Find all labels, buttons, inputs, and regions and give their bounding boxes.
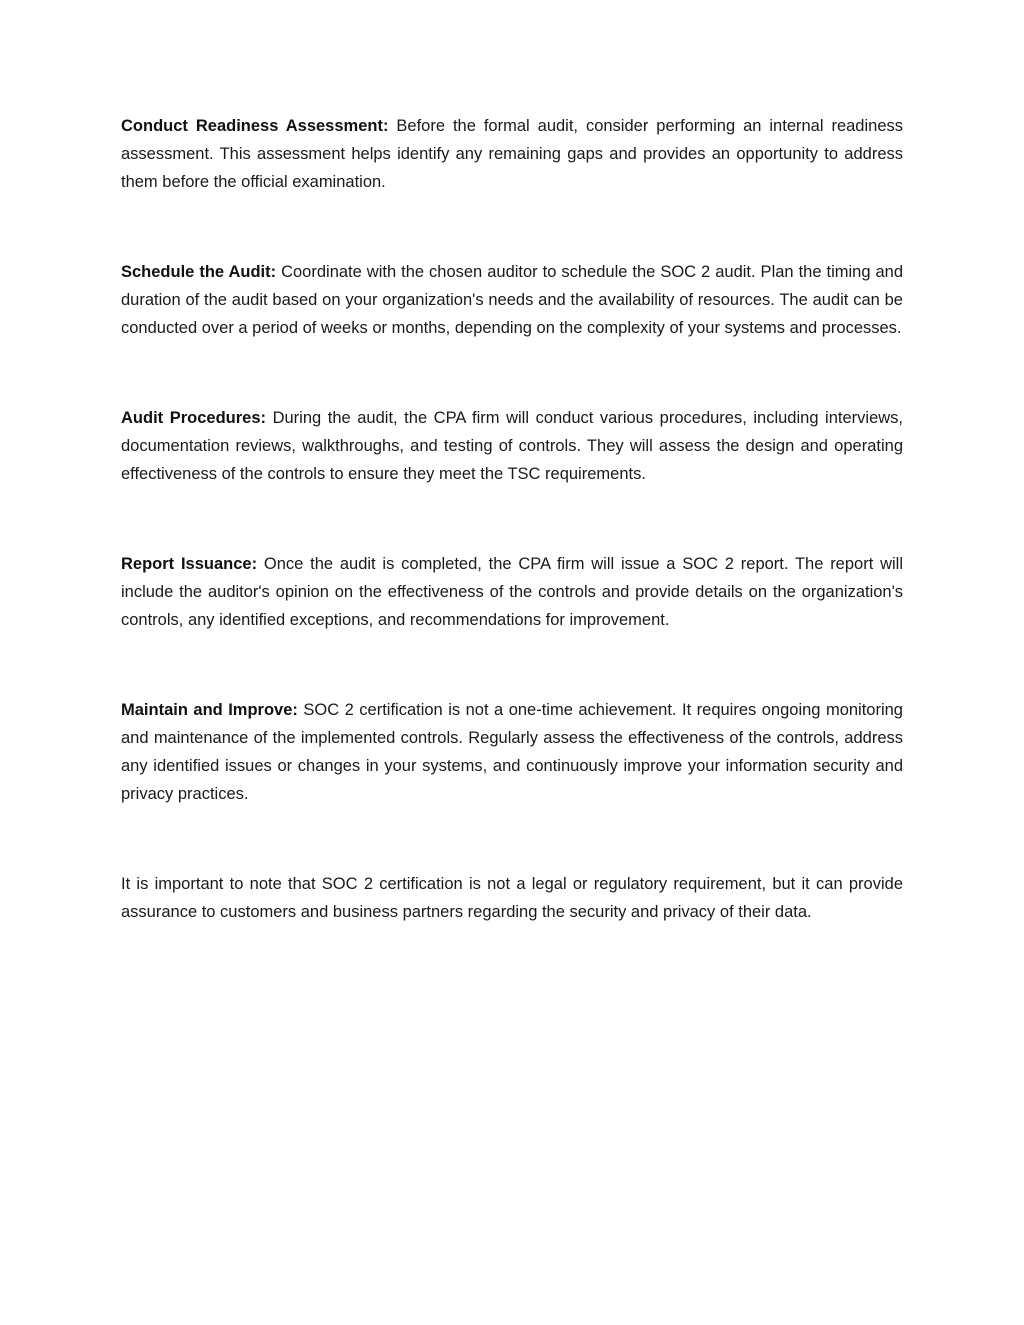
paragraph-body: Before the formal audit, consider performing an internal readiness assessment. This assessment helps identify any remaining gaps and provides an opportunity to address them before the official examination. (121, 117, 903, 191)
paragraph-heading: Schedule the Audit: (121, 263, 277, 281)
paragraph-readiness-assessment (121, 112, 903, 196)
paragraph-heading: Maintain and Improve: (121, 701, 298, 719)
paragraph-body: Once the audit is completed, the CPA firm will issue a SOC 2 report. The report will include the auditor's opinion on the effectiveness of the controls and provide details on the organization's controls, any identified exceptions, and recommendations for improvement. (121, 555, 904, 629)
paragraph-body: Coordinate with the chosen auditor to schedule the SOC 2 audit. Plan the timing and duration of the audit based on your organization's needs and the availability of resources. The audit can be conducted over a period of weeks or months, depending on the complexity of your systems and processes. (121, 263, 904, 337)
paragraph-body: SOC 2 certification is not a one-time achievement. It requires ongoing monitoring and maintenance of the implemented controls. Regularly assess the effectiveness of the controls, address any identified issues or changes in your systems, and continuously improve your information security and privacy practices. (121, 701, 903, 803)
paragraph-maintain-improve (121, 696, 903, 808)
paragraph-schedule-audit (121, 258, 903, 342)
paragraph-body: During the audit, the CPA firm will conduct various procedures, including interviews, documentation reviews, walkthroughs, and testing of controls. They will assess the design and operating effectiveness of the controls to ensure they meet the TSC requirements. (121, 409, 904, 483)
document-page (121, 112, 903, 988)
paragraph-heading: Audit Procedures: (121, 409, 267, 427)
paragraph-closing-note (121, 870, 903, 926)
paragraph-audit-procedures (121, 404, 903, 488)
paragraph-report-issuance (121, 550, 903, 634)
paragraph-heading: Conduct Readiness Assessment: (121, 117, 389, 135)
paragraph-body: It is important to note that SOC 2 certification is not a legal or regulatory requirement, but it can provide assurance to customers and business partners regarding the security and privacy of their data. (121, 875, 903, 921)
paragraph-heading: Report Issuance: (121, 555, 258, 573)
